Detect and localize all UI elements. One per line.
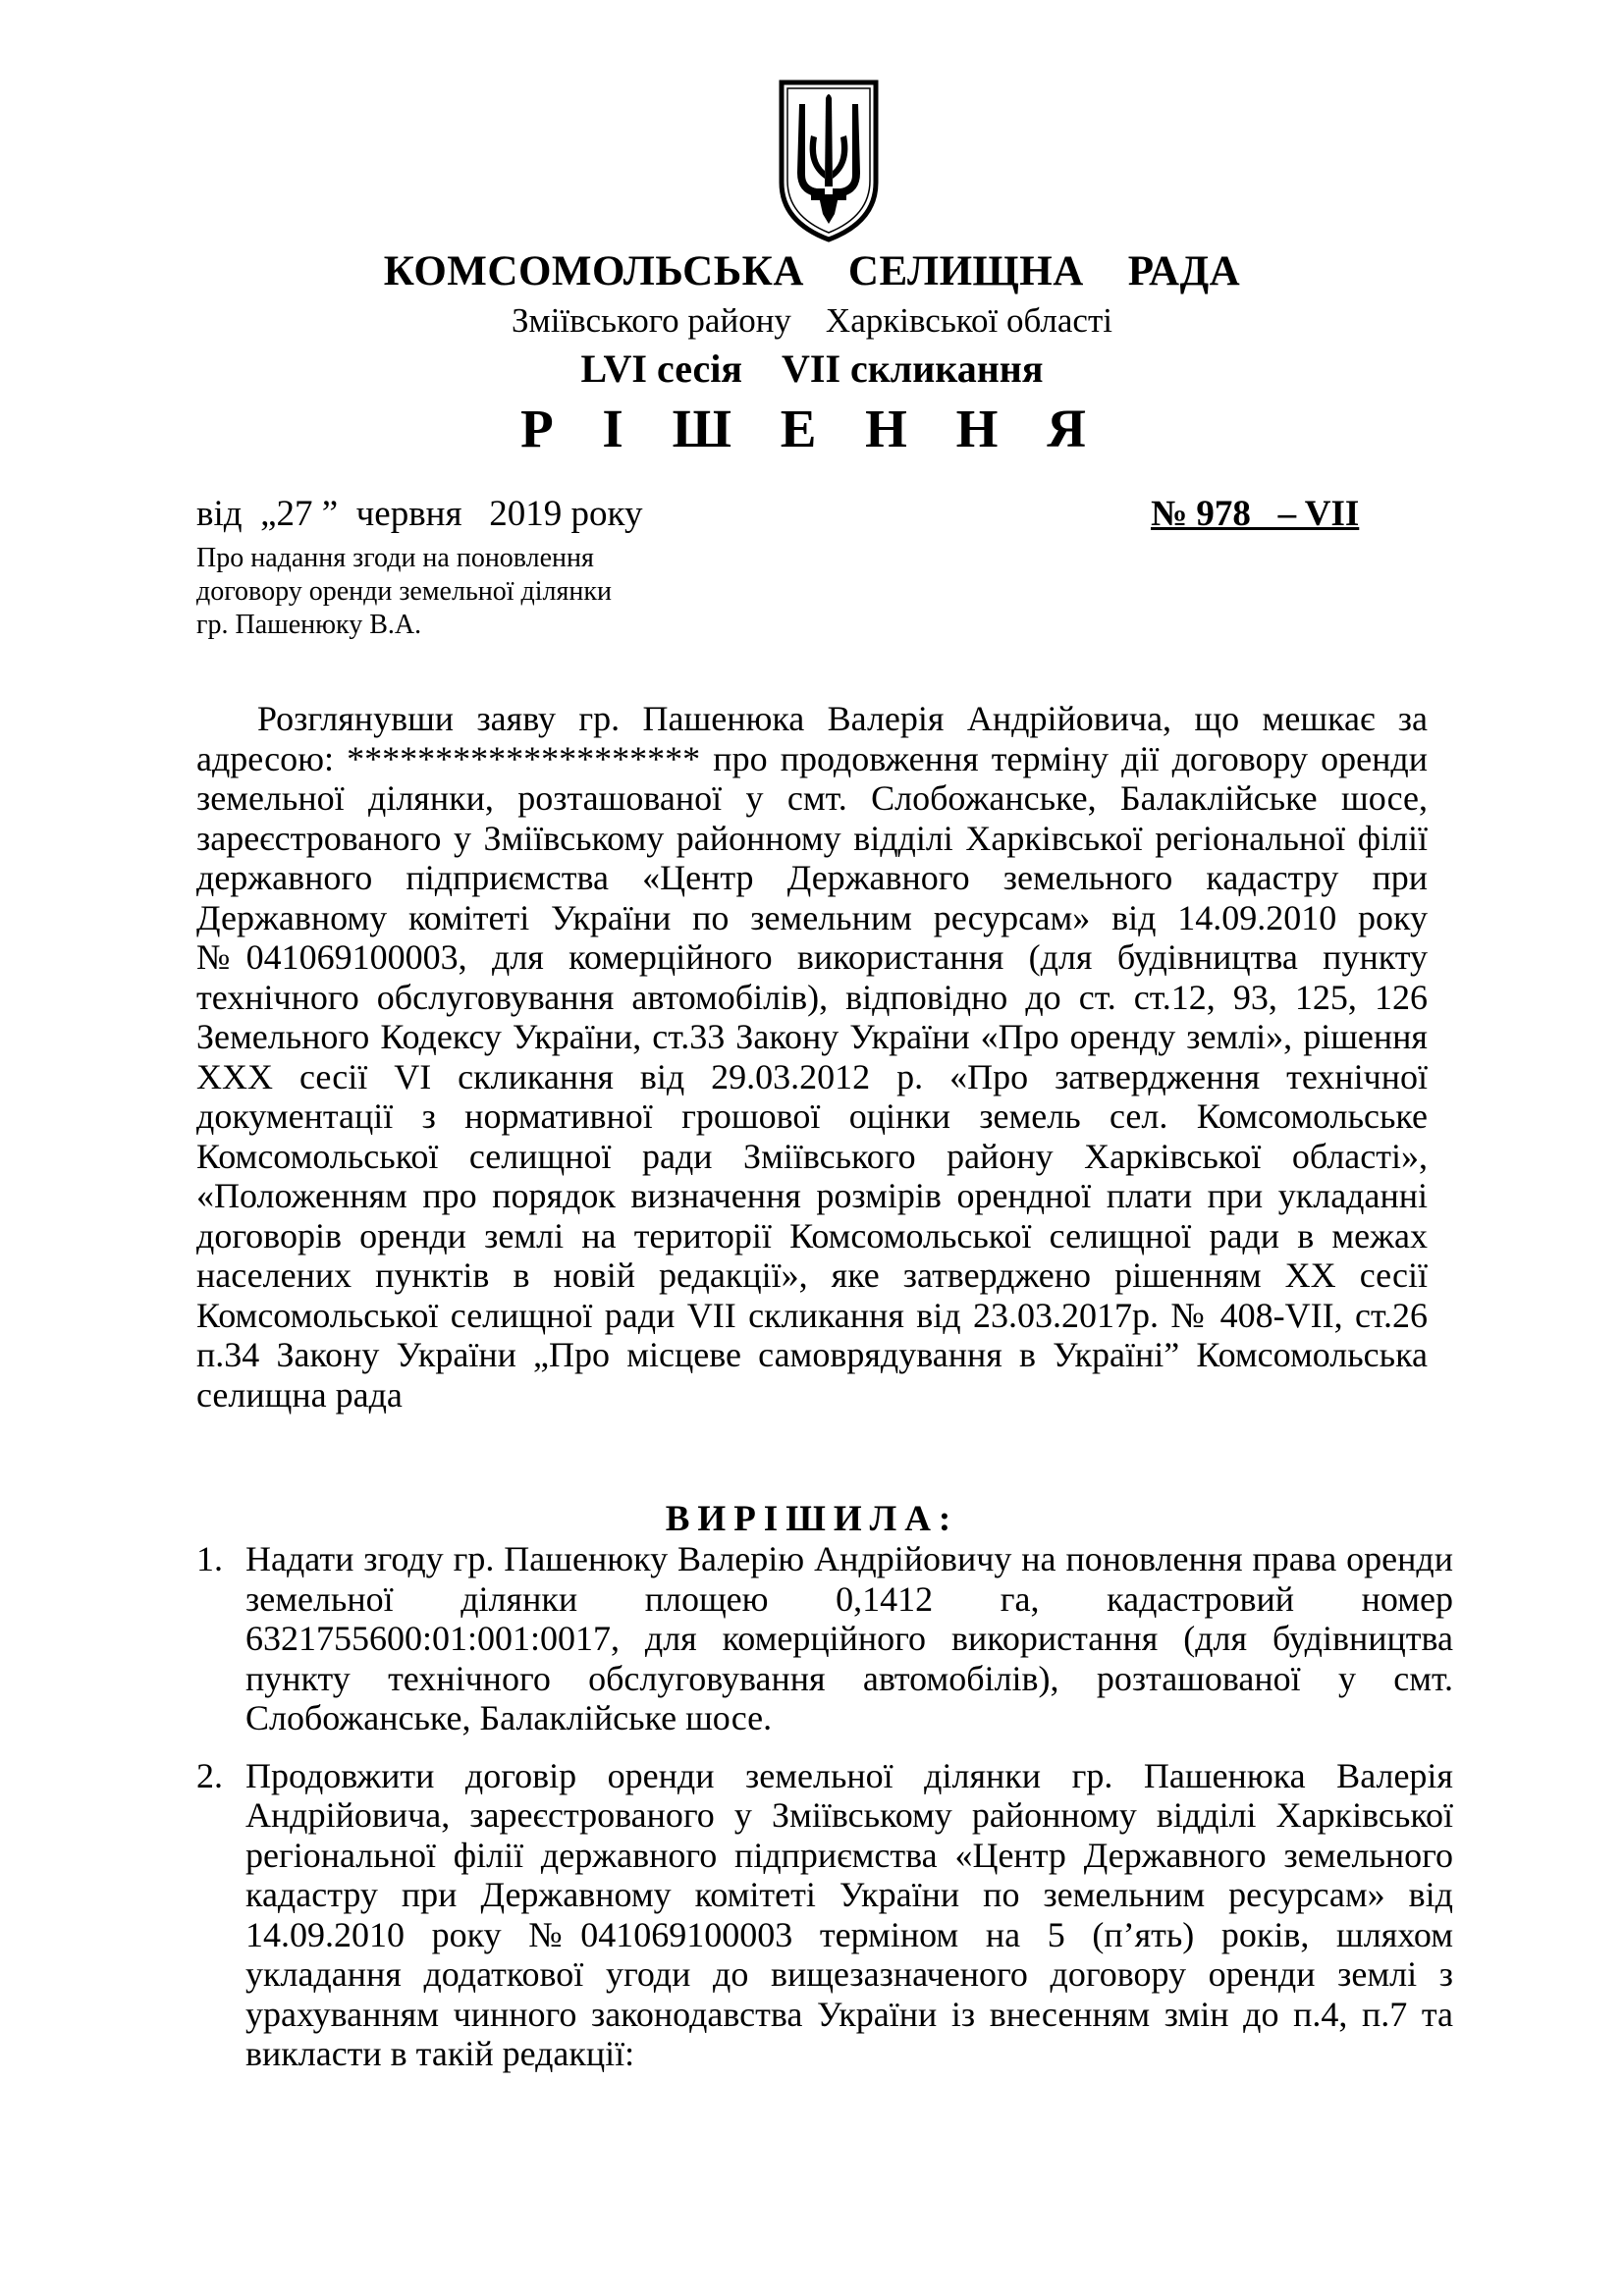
subject-line: гр. Пашенюку В.А.: [196, 610, 422, 640]
council-name: КОМСОМОЛЬСЬКА СЕЛИЩНА РАДА: [383, 248, 1241, 294]
document-title: Р І Ш Е Н Н Я: [520, 399, 1104, 458]
subject-line: Про надання згоди на поновлення: [196, 543, 594, 573]
session-info: LVI сесія VII скликання: [580, 347, 1044, 391]
item-number: 1.: [196, 1539, 223, 1578]
item-number: 2.: [196, 1755, 223, 1795]
decision-items: [196, 1539, 1453, 2092]
trident-coat-of-arms-icon: [776, 77, 882, 243]
preamble-paragraph: Розглянувши заяву гр. Пашенюка Валерія Андрійовича, що мешкає за адресою: ******************** про продовження терміну дії договору оренди земельної ділянки, розташованої у смт. Слобожанське, Балаклійське шосе, зареєстрованого у Зміївському районному відділі Харківської регіональної філії державного підприємства «Центр Державного земельного кадастру при Державному комітеті України по земельним ресурсам» від 14.09.2010 року №041069100003, для комерційного використання (для будівництва пункту технічного обслуговування автомобілів), відповідно до ст. ст.12, 93, 125, 126 Земельного Кодексу України, ст.33 Закону України «Про оренду землі», рішення XXX сесії VI скликання від 29.03.2012 р. «Про затвердження технічної документації з нормативної грошової оцінки земель сел. Комсомольське Комсомольської селищної ради Зміївського району Харківської області», «Положенням про порядок визначення розмірів орендної плати при укладанні договорів оренди землі на території Комсомольської селищної ради в межах населених пунктів в новій редакції», яке затверджено рішенням XX сесії Комсомольської селищної ради VII скликання від 23.03.2017р. № 408-VII, ст.26 п.34 Закону України „Про місцеве самоврядування в Україні” Комсомольська селищна рада: [196, 699, 1428, 1415]
decision-date: від „27 ” червня 2019 року: [196, 494, 643, 534]
decision-subject: [196, 542, 612, 642]
region-name: Зміївського району Харківської області: [512, 301, 1112, 340]
resolved-heading: ВИРІШИЛА:: [665, 1499, 959, 1539]
decision-number: № 978 – VII: [1151, 494, 1360, 534]
decision-item: [196, 1539, 1453, 1738]
decision-item: [196, 1756, 1453, 2074]
item-text: Надати згоду гр. Пашенюку Валерію Андрійовичу на поновлення права оренди земельної ділянки площею 0,1412 га, кадастровий номер 6321755600:01:001:0017, для комерційного використання (для будівництва пункту технічного обслуговування автомобілів), розташованої у смт. Слобожанське, Балаклійське шосе.: [245, 1539, 1453, 1737]
item-text: Продовжити договір оренди земельної ділянки гр. Пашенюка Валерія Андрійовича, зареєстрованого у Зміївському районному відділі Харківської регіональної філії державного підприємства «Центр Державного земельного кадастру при Державному комітеті України по земельним ресурсам» від 14.09.2010 року №041069100003 терміном на 5 (п’ять) років, шляхом укладання додаткової угоди до вищезазначеного договору оренди землі з урахуванням чинного законодавства України із внесенням змін до п.4, п.7 та викласти в такій редакції:: [245, 1755, 1453, 2073]
subject-line: договору оренди земельної ділянки: [196, 576, 612, 607]
